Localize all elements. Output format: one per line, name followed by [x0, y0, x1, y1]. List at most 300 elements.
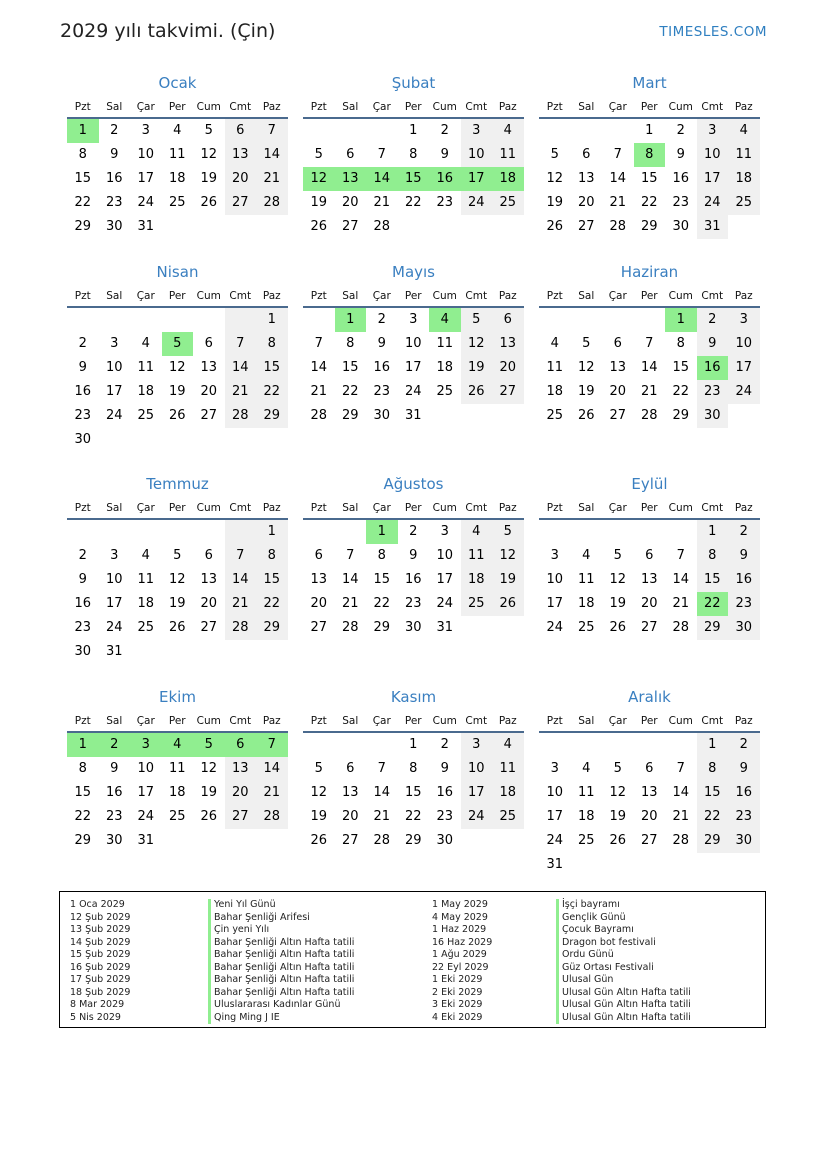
day-cell[interactable]: 20 — [577, 195, 595, 210]
day-cell[interactable]: 2 — [78, 336, 87, 351]
day-cell[interactable]: 7 — [346, 548, 355, 563]
day-cell[interactable]: 13 — [577, 171, 595, 186]
day-cell[interactable]: 31 — [404, 408, 422, 423]
day-cell[interactable]: 18 — [546, 384, 564, 399]
day-cell[interactable]: 9 — [676, 147, 685, 162]
day-cell[interactable]: 15 — [404, 785, 422, 800]
day-cell[interactable]: 9 — [110, 147, 119, 162]
day-cell[interactable]: 18 — [577, 596, 595, 611]
day-cell[interactable]: 19 — [461, 356, 493, 380]
day-cell[interactable]: 3 — [141, 123, 150, 138]
day-cell[interactable]: 26 — [310, 219, 328, 234]
day-cell[interactable]: 13 — [200, 572, 218, 587]
day-cell[interactable]: 7 — [377, 761, 386, 776]
day-cell[interactable]: 26 — [577, 408, 595, 423]
day-cell[interactable]: 12 — [609, 572, 627, 587]
day-cell[interactable]: 7 — [377, 147, 386, 162]
day-cell[interactable]: 5 — [314, 761, 323, 776]
day-cell[interactable]: 7 — [613, 147, 622, 162]
day-cell[interactable]: 12 — [492, 544, 524, 568]
day-cell[interactable]: 15 — [697, 781, 729, 805]
day-cell[interactable]: 20 — [640, 596, 658, 611]
day-cell[interactable]: 10 — [697, 143, 729, 167]
day-cell[interactable]: 11 — [577, 785, 595, 800]
day-cell[interactable]: 7 — [225, 544, 257, 568]
day-cell[interactable]: 28 — [640, 408, 658, 423]
day-cell[interactable]: 28 — [256, 805, 288, 829]
day-cell[interactable]: 17 — [546, 596, 564, 611]
holiday-day-cell[interactable]: 4 — [162, 733, 194, 757]
day-cell[interactable]: 10 — [728, 332, 760, 356]
day-cell[interactable]: 28 — [373, 219, 391, 234]
brand-logo[interactable]: TIMESLES.COM — [659, 24, 767, 40]
day-cell[interactable]: 6 — [346, 761, 355, 776]
day-cell[interactable]: 18 — [137, 384, 155, 399]
day-cell[interactable]: 27 — [310, 620, 328, 635]
day-cell[interactable]: 8 — [409, 761, 418, 776]
day-cell[interactable]: 24 — [137, 809, 155, 824]
day-cell[interactable]: 23 — [105, 809, 123, 824]
day-cell[interactable]: 4 — [550, 336, 559, 351]
day-cell[interactable]: 22 — [672, 384, 690, 399]
day-cell[interactable]: 24 — [137, 195, 155, 210]
day-cell[interactable]: 27 — [640, 833, 658, 848]
day-cell[interactable]: 31 — [436, 620, 454, 635]
day-cell[interactable]: 30 — [404, 620, 422, 635]
day-cell[interactable]: 17 — [404, 360, 422, 375]
day-cell[interactable]: 14 — [672, 572, 690, 587]
day-cell[interactable]: 11 — [168, 147, 186, 162]
day-cell[interactable]: 22 — [256, 592, 288, 616]
day-cell[interactable]: 21 — [672, 809, 690, 824]
day-cell[interactable]: 24 — [546, 620, 564, 635]
day-cell[interactable]: 6 — [204, 336, 213, 351]
day-cell[interactable]: 26 — [168, 408, 186, 423]
day-cell[interactable]: 15 — [256, 568, 288, 592]
day-cell[interactable]: 30 — [74, 644, 92, 659]
day-cell[interactable]: 18 — [728, 167, 760, 191]
day-cell[interactable]: 20 — [310, 596, 328, 611]
day-cell[interactable]: 29 — [74, 219, 92, 234]
day-cell[interactable]: 26 — [546, 219, 564, 234]
holiday-day-cell[interactable]: 3 — [130, 733, 162, 757]
day-cell[interactable]: 3 — [728, 308, 760, 332]
day-cell[interactable]: 20 — [492, 356, 524, 380]
day-cell[interactable]: 11 — [137, 572, 155, 587]
holiday-day-cell[interactable]: 18 — [492, 167, 524, 191]
day-cell[interactable]: 16 — [728, 781, 760, 805]
day-cell[interactable]: 26 — [168, 620, 186, 635]
day-cell[interactable]: 22 — [404, 809, 422, 824]
day-cell[interactable]: 17 — [546, 809, 564, 824]
day-cell[interactable]: 28 — [225, 616, 257, 640]
day-cell[interactable]: 4 — [173, 123, 182, 138]
day-cell[interactable]: 31 — [697, 215, 729, 239]
day-cell[interactable]: 23 — [74, 620, 92, 635]
day-cell[interactable]: 15 — [640, 171, 658, 186]
day-cell[interactable]: 12 — [200, 147, 218, 162]
holiday-day-cell[interactable]: 6 — [225, 733, 257, 757]
day-cell[interactable]: 23 — [373, 384, 391, 399]
day-cell[interactable]: 17 — [137, 785, 155, 800]
day-cell[interactable]: 27 — [492, 380, 524, 404]
day-cell[interactable]: 11 — [728, 143, 760, 167]
day-cell[interactable]: 15 — [256, 356, 288, 380]
day-cell[interactable]: 14 — [640, 360, 658, 375]
day-cell[interactable]: 19 — [310, 809, 328, 824]
day-cell[interactable]: 25 — [577, 620, 595, 635]
day-cell[interactable]: 30 — [105, 833, 123, 848]
day-cell[interactable]: 23 — [404, 596, 422, 611]
day-cell[interactable]: 30 — [728, 829, 760, 853]
day-cell[interactable]: 30 — [436, 833, 454, 848]
day-cell[interactable]: 16 — [105, 171, 123, 186]
day-cell[interactable]: 13 — [200, 360, 218, 375]
day-cell[interactable]: 12 — [168, 572, 186, 587]
day-cell[interactable]: 2 — [78, 548, 87, 563]
day-cell[interactable]: 22 — [74, 195, 92, 210]
day-cell[interactable]: 18 — [577, 809, 595, 824]
day-cell[interactable]: 11 — [577, 572, 595, 587]
day-cell[interactable]: 31 — [546, 857, 564, 872]
day-cell[interactable]: 8 — [346, 336, 355, 351]
day-cell[interactable]: 24 — [105, 408, 123, 423]
day-cell[interactable]: 22 — [256, 380, 288, 404]
day-cell[interactable]: 13 — [609, 360, 627, 375]
day-cell[interactable]: 6 — [346, 147, 355, 162]
day-cell[interactable]: 25 — [577, 833, 595, 848]
day-cell[interactable]: 2 — [377, 312, 386, 327]
day-cell[interactable]: 7 — [676, 548, 685, 563]
holiday-day-cell[interactable]: 7 — [256, 733, 288, 757]
day-cell[interactable]: 18 — [436, 360, 454, 375]
holiday-day-cell[interactable]: 1 — [67, 733, 99, 757]
day-cell[interactable]: 8 — [256, 544, 288, 568]
day-cell[interactable]: 16 — [436, 785, 454, 800]
day-cell[interactable]: 23 — [728, 592, 760, 616]
day-cell[interactable]: 1 — [409, 123, 418, 138]
day-cell[interactable]: 21 — [341, 596, 359, 611]
day-cell[interactable]: 10 — [546, 572, 564, 587]
day-cell[interactable]: 24 — [404, 384, 422, 399]
day-cell[interactable]: 5 — [613, 761, 622, 776]
day-cell[interactable]: 2 — [110, 123, 119, 138]
day-cell[interactable]: 5 — [461, 308, 493, 332]
day-cell[interactable]: 27 — [640, 620, 658, 635]
day-cell[interactable]: 29 — [697, 829, 729, 853]
day-cell[interactable]: 19 — [200, 171, 218, 186]
day-cell[interactable]: 19 — [492, 568, 524, 592]
day-cell[interactable]: 12 — [310, 785, 328, 800]
day-cell[interactable]: 8 — [409, 147, 418, 162]
day-cell[interactable]: 1 — [256, 520, 288, 544]
day-cell[interactable]: 11 — [137, 360, 155, 375]
day-cell[interactable]: 23 — [105, 195, 123, 210]
day-cell[interactable]: 9 — [377, 336, 386, 351]
day-cell[interactable]: 30 — [728, 616, 760, 640]
day-cell[interactable]: 5 — [204, 123, 213, 138]
day-cell[interactable]: 12 — [609, 785, 627, 800]
day-cell[interactable]: 27 — [609, 408, 627, 423]
day-cell[interactable]: 28 — [341, 620, 359, 635]
day-cell[interactable]: 6 — [314, 548, 323, 563]
day-cell[interactable]: 26 — [200, 195, 218, 210]
day-cell[interactable]: 8 — [78, 761, 87, 776]
day-cell[interactable]: 10 — [105, 572, 123, 587]
day-cell[interactable]: 16 — [672, 171, 690, 186]
day-cell[interactable]: 28 — [225, 404, 257, 428]
day-cell[interactable]: 10 — [137, 761, 155, 776]
day-cell[interactable]: 11 — [492, 757, 524, 781]
day-cell[interactable]: 24 — [436, 596, 454, 611]
day-cell[interactable]: 16 — [74, 384, 92, 399]
day-cell[interactable]: 21 — [672, 596, 690, 611]
day-cell[interactable]: 3 — [697, 119, 729, 143]
day-cell[interactable]: 13 — [640, 572, 658, 587]
day-cell[interactable]: 10 — [105, 360, 123, 375]
day-cell[interactable]: 5 — [314, 147, 323, 162]
day-cell[interactable]: 18 — [137, 596, 155, 611]
day-cell[interactable]: 27 — [225, 805, 257, 829]
day-cell[interactable]: 5 — [173, 548, 182, 563]
day-cell[interactable]: 13 — [341, 785, 359, 800]
day-cell[interactable]: 26 — [492, 592, 524, 616]
day-cell[interactable]: 7 — [645, 336, 654, 351]
day-cell[interactable]: 26 — [609, 833, 627, 848]
day-cell[interactable]: 23 — [74, 408, 92, 423]
day-cell[interactable]: 6 — [225, 119, 257, 143]
day-cell[interactable]: 22 — [640, 195, 658, 210]
day-cell[interactable]: 8 — [697, 544, 729, 568]
day-cell[interactable]: 21 — [256, 781, 288, 805]
day-cell[interactable]: 25 — [728, 191, 760, 215]
day-cell[interactable]: 16 — [74, 596, 92, 611]
day-cell[interactable]: 19 — [546, 195, 564, 210]
day-cell[interactable]: 14 — [225, 356, 257, 380]
day-cell[interactable]: 3 — [461, 119, 493, 143]
day-cell[interactable]: 21 — [640, 384, 658, 399]
day-cell[interactable]: 29 — [672, 408, 690, 423]
day-cell[interactable]: 3 — [440, 524, 449, 539]
day-cell[interactable]: 28 — [256, 191, 288, 215]
day-cell[interactable]: 13 — [225, 143, 257, 167]
day-cell[interactable]: 15 — [74, 785, 92, 800]
day-cell[interactable]: 20 — [341, 809, 359, 824]
holiday-day-cell[interactable]: 1 — [335, 308, 367, 332]
day-cell[interactable]: 24 — [697, 191, 729, 215]
day-cell[interactable]: 23 — [728, 805, 760, 829]
day-cell[interactable]: 29 — [640, 219, 658, 234]
day-cell[interactable]: 27 — [577, 219, 595, 234]
day-cell[interactable]: 17 — [697, 167, 729, 191]
day-cell[interactable]: 5 — [613, 548, 622, 563]
day-cell[interactable]: 1 — [409, 737, 418, 752]
day-cell[interactable]: 19 — [168, 384, 186, 399]
day-cell[interactable]: 20 — [200, 384, 218, 399]
day-cell[interactable]: 25 — [492, 191, 524, 215]
day-cell[interactable]: 24 — [461, 191, 493, 215]
day-cell[interactable]: 12 — [577, 360, 595, 375]
day-cell[interactable]: 3 — [110, 336, 119, 351]
day-cell[interactable]: 6 — [613, 336, 622, 351]
day-cell[interactable]: 23 — [436, 809, 454, 824]
day-cell[interactable]: 12 — [546, 171, 564, 186]
day-cell[interactable]: 3 — [550, 548, 559, 563]
day-cell[interactable]: 29 — [256, 616, 288, 640]
day-cell[interactable]: 18 — [461, 568, 493, 592]
day-cell[interactable]: 6 — [645, 548, 654, 563]
day-cell[interactable]: 12 — [168, 360, 186, 375]
day-cell[interactable]: 29 — [74, 833, 92, 848]
day-cell[interactable]: 6 — [204, 548, 213, 563]
day-cell[interactable]: 27 — [225, 191, 257, 215]
day-cell[interactable]: 9 — [409, 548, 418, 563]
day-cell[interactable]: 22 — [404, 195, 422, 210]
day-cell[interactable]: 29 — [341, 408, 359, 423]
day-cell[interactable]: 17 — [105, 596, 123, 611]
day-cell[interactable]: 20 — [341, 195, 359, 210]
day-cell[interactable]: 14 — [341, 572, 359, 587]
day-cell[interactable]: 25 — [168, 809, 186, 824]
day-cell[interactable]: 4 — [461, 520, 493, 544]
holiday-day-cell[interactable]: 1 — [665, 308, 697, 332]
day-cell[interactable]: 24 — [728, 380, 760, 404]
day-cell[interactable]: 22 — [74, 809, 92, 824]
day-cell[interactable]: 14 — [256, 757, 288, 781]
holiday-day-cell[interactable]: 12 — [303, 167, 335, 191]
day-cell[interactable]: 19 — [168, 596, 186, 611]
day-cell[interactable]: 14 — [225, 568, 257, 592]
day-cell[interactable]: 29 — [697, 616, 729, 640]
day-cell[interactable]: 14 — [672, 785, 690, 800]
day-cell[interactable]: 15 — [74, 171, 92, 186]
day-cell[interactable]: 4 — [141, 336, 150, 351]
day-cell[interactable]: 17 — [728, 356, 760, 380]
day-cell[interactable]: 11 — [546, 360, 564, 375]
day-cell[interactable]: 6 — [582, 147, 591, 162]
day-cell[interactable]: 9 — [728, 544, 760, 568]
day-cell[interactable]: 11 — [492, 143, 524, 167]
day-cell[interactable]: 4 — [492, 119, 524, 143]
day-cell[interactable]: 28 — [672, 620, 690, 635]
day-cell[interactable]: 17 — [137, 171, 155, 186]
day-cell[interactable]: 5 — [550, 147, 559, 162]
holiday-day-cell[interactable]: 14 — [366, 167, 398, 191]
holiday-day-cell[interactable]: 17 — [461, 167, 493, 191]
day-cell[interactable]: 8 — [256, 332, 288, 356]
day-cell[interactable]: 18 — [492, 781, 524, 805]
day-cell[interactable]: 19 — [310, 195, 328, 210]
day-cell[interactable]: 11 — [168, 761, 186, 776]
day-cell[interactable]: 20 — [225, 167, 257, 191]
day-cell[interactable]: 18 — [168, 785, 186, 800]
day-cell[interactable]: 22 — [697, 805, 729, 829]
day-cell[interactable]: 4 — [582, 761, 591, 776]
day-cell[interactable]: 9 — [78, 572, 87, 587]
day-cell[interactable]: 19 — [609, 809, 627, 824]
day-cell[interactable]: 21 — [225, 592, 257, 616]
day-cell[interactable]: 23 — [672, 195, 690, 210]
day-cell[interactable]: 31 — [105, 644, 123, 659]
day-cell[interactable]: 31 — [137, 833, 155, 848]
day-cell[interactable]: 16 — [404, 572, 422, 587]
day-cell[interactable]: 8 — [697, 757, 729, 781]
day-cell[interactable]: 9 — [110, 761, 119, 776]
day-cell[interactable]: 27 — [200, 620, 218, 635]
day-cell[interactable]: 2 — [728, 733, 760, 757]
day-cell[interactable]: 20 — [200, 596, 218, 611]
day-cell[interactable]: 17 — [105, 384, 123, 399]
holiday-day-cell[interactable]: 13 — [335, 167, 367, 191]
day-cell[interactable]: 19 — [577, 384, 595, 399]
day-cell[interactable]: 21 — [609, 195, 627, 210]
day-cell[interactable]: 5 — [582, 336, 591, 351]
day-cell[interactable]: 4 — [728, 119, 760, 143]
day-cell[interactable]: 25 — [137, 408, 155, 423]
day-cell[interactable]: 2 — [697, 308, 729, 332]
day-cell[interactable]: 9 — [697, 332, 729, 356]
day-cell[interactable]: 11 — [436, 336, 454, 351]
day-cell[interactable]: 30 — [672, 219, 690, 234]
day-cell[interactable]: 29 — [404, 833, 422, 848]
day-cell[interactable]: 24 — [546, 833, 564, 848]
day-cell[interactable]: 27 — [341, 833, 359, 848]
day-cell[interactable]: 8 — [377, 548, 386, 563]
day-cell[interactable]: 28 — [672, 833, 690, 848]
day-cell[interactable]: 20 — [640, 809, 658, 824]
day-cell[interactable]: 4 — [492, 733, 524, 757]
day-cell[interactable]: 13 — [225, 757, 257, 781]
day-cell[interactable]: 24 — [461, 805, 493, 829]
day-cell[interactable]: 17 — [461, 781, 493, 805]
day-cell[interactable]: 16 — [373, 360, 391, 375]
day-cell[interactable]: 2 — [676, 123, 685, 138]
day-cell[interactable]: 29 — [256, 404, 288, 428]
day-cell[interactable]: 13 — [640, 785, 658, 800]
day-cell[interactable]: 10 — [436, 548, 454, 563]
day-cell[interactable]: 2 — [440, 123, 449, 138]
day-cell[interactable]: 21 — [225, 380, 257, 404]
day-cell[interactable]: 30 — [373, 408, 391, 423]
day-cell[interactable]: 26 — [461, 380, 493, 404]
day-cell[interactable]: 10 — [546, 785, 564, 800]
day-cell[interactable]: 26 — [609, 620, 627, 635]
day-cell[interactable]: 10 — [461, 757, 493, 781]
day-cell[interactable]: 7 — [676, 761, 685, 776]
day-cell[interactable]: 1 — [645, 123, 654, 138]
day-cell[interactable]: 14 — [310, 360, 328, 375]
day-cell[interactable]: 21 — [373, 809, 391, 824]
day-cell[interactable]: 27 — [200, 408, 218, 423]
day-cell[interactable]: 25 — [492, 805, 524, 829]
day-cell[interactable]: 28 — [373, 833, 391, 848]
day-cell[interactable]: 9 — [78, 360, 87, 375]
holiday-day-cell[interactable]: 5 — [193, 733, 225, 757]
day-cell[interactable]: 1 — [256, 308, 288, 332]
day-cell[interactable]: 17 — [436, 572, 454, 587]
holiday-day-cell[interactable]: 4 — [429, 308, 461, 332]
holiday-day-cell[interactable]: 8 — [634, 143, 666, 167]
day-cell[interactable]: 21 — [310, 384, 328, 399]
day-cell[interactable]: 13 — [310, 572, 328, 587]
day-cell[interactable]: 12 — [200, 761, 218, 776]
day-cell[interactable]: 28 — [310, 408, 328, 423]
day-cell[interactable]: 27 — [341, 219, 359, 234]
holiday-day-cell[interactable]: 22 — [697, 592, 729, 616]
holiday-day-cell[interactable]: 1 — [67, 119, 99, 143]
day-cell[interactable]: 26 — [310, 833, 328, 848]
day-cell[interactable]: 10 — [461, 143, 493, 167]
